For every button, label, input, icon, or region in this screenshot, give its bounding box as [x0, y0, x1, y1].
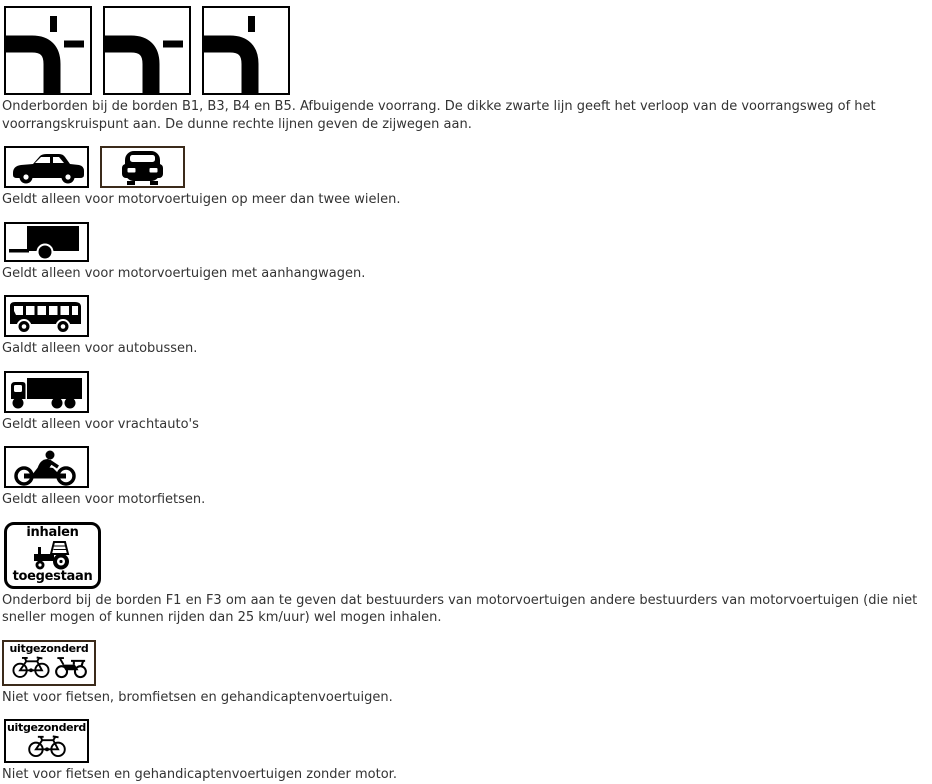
inhalen-sign-row — [0, 522, 932, 589]
sign-car-side — [4, 146, 89, 188]
section-autobussen — [0, 295, 932, 358]
toegestaan-label: toegestaan — [12, 569, 93, 584]
moped-icon — [55, 654, 87, 679]
sign-inhalen-toegestaan — [4, 522, 101, 589]
sign-bent-priority-3 — [202, 6, 290, 95]
motorcycle-sign-row — [0, 446, 932, 488]
sign-bent-priority-2 — [103, 6, 191, 95]
sign-uitgezonderd-fietsen-bromfietsen — [2, 640, 96, 686]
caption-vrachtautos: Geldt alleen voor vrachtauto's — [2, 416, 199, 432]
uitgezonderd-icons-row — [12, 654, 87, 679]
section-afbuigende-voorrang — [0, 6, 932, 133]
bicycle-icon — [12, 654, 50, 679]
bent-priority-top-and-right-icon — [6, 8, 90, 93]
caption-uitgezonderd-fietsen: Niet voor fietsen en gehandicaptenvoertuigen zonder motor. — [2, 767, 397, 782]
sign-trailer — [4, 222, 89, 262]
truck-sign-row — [0, 371, 932, 413]
caption-inhalen-toegestaan: Onderbord bij de borden F1 en F3 om aan te geven dat bestuurders van motorvoertuigen andere bestuurders van motorvoertuigen (die niet sneller mogen of kunnen rijden dan 25 km/uur) wel mogen inhalen. — [2, 592, 918, 625]
section-uitgezonderd-fietsen-bromfietsen — [0, 640, 932, 707]
section-aanhangwagen — [0, 222, 932, 283]
section-motorfietsen — [0, 446, 932, 509]
caption-motorfietsen: Geldt alleen voor motorfietsen. — [2, 492, 206, 507]
bus-sign-row — [0, 295, 932, 337]
uitgezonderd-label: uitgezonderd — [6, 721, 87, 734]
inhalen-label: inhalen — [26, 525, 79, 540]
bicycle-icon — [26, 733, 68, 758]
tractor-icon — [33, 540, 73, 570]
truck-icon — [6, 373, 87, 411]
car-sign-row — [0, 146, 932, 188]
bent-priority-right-only-icon — [105, 8, 189, 93]
bent-priority-top-only-icon — [204, 8, 288, 93]
car-front-icon — [102, 148, 183, 186]
section-motorvoertuigen — [0, 146, 932, 209]
caption-uitgezonderd-fietsen-bromfietsen: Niet voor fietsen, bromfietsen en gehandicaptenvoertuigen. — [2, 689, 393, 705]
sign-motorcycle — [4, 446, 89, 488]
caption-motorvoertuigen: Geldt alleen voor motorvoertuigen op meer dan twee wielen. — [2, 192, 401, 207]
sign-car-front — [100, 146, 185, 188]
car-side-icon — [6, 148, 87, 186]
uitgezonderd-label: uitgezonderd — [9, 641, 89, 655]
section-uitgezonderd-fietsen — [0, 719, 932, 784]
bus-icon — [6, 297, 87, 335]
sign-uitgezonderd-fietsen — [4, 719, 89, 763]
uitgezonderd2-sign-row — [0, 719, 932, 763]
caption-autobussen: Galdt alleen voor autobussen. — [2, 341, 198, 356]
trailer-sign-row — [0, 222, 932, 262]
junction-sign-row — [0, 6, 932, 95]
uitgezonderd1-sign-row — [0, 640, 932, 686]
motorcycle-icon — [6, 448, 87, 486]
caption-afbuigende-voorrang: Onderborden bij de borden B1, B3, B4 en B5. Afbuigende voorrang. De dikke zwarte lijn geeft het verloop van de voorrangsweg of het voorrangskruispunt aan. De dunne rechte lijnen geven de zijwegen aan. — [2, 99, 876, 132]
sign-bent-priority-1 — [4, 6, 92, 95]
section-inhalen-toegestaan — [0, 522, 932, 627]
trailer-icon — [6, 224, 87, 260]
section-vrachtautos — [0, 371, 932, 434]
caption-aanhangwagen: Geldt alleen voor motorvoertuigen met aanhangwagen. — [2, 265, 366, 281]
sign-bus — [4, 295, 89, 337]
sign-truck — [4, 371, 89, 413]
